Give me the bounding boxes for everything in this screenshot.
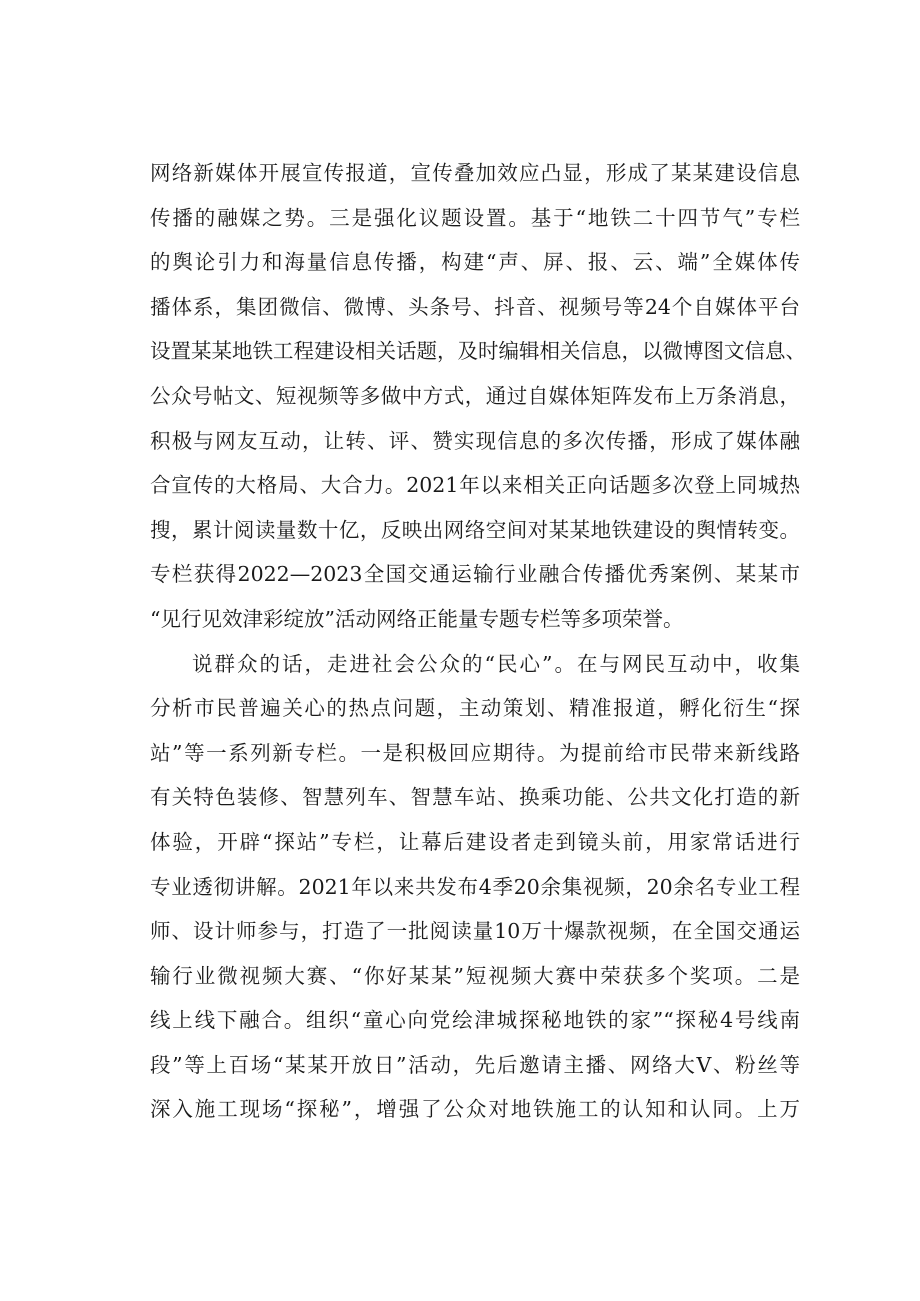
paragraph-line: 专业透彻讲解。2021年以来共发布4季20余集视频，20余名专业工程 [150,874,800,899]
paragraph-line: 公众号帖文、短视频等多做中方式，通过自媒体矩阵发布上万条消息， [150,383,800,408]
document-body [150,151,806,1132]
paragraph-1 [150,151,806,642]
paragraph-line: 播体系，集团微信、微博、头条号、抖音、视频号等24个自媒体平台 [150,294,800,319]
paragraph-line: 网络新媒体开展宣传报道，宣传叠加效应凸显，形成了某某建设信息 [150,161,800,185]
paragraph-line: 师、设计师参与，打造了一批阅读量10万十爆款视频，在全国交通运 [150,919,800,944]
paragraph-line: 的舆论引力和海量信息传播，构建“声、屏、报、云、端”全媒体传 [150,250,800,275]
paragraph-line: 分析市民普遍关心的热点问题，主动策划、精准报道，孵化衍生“探 [150,696,800,721]
paragraph-line: 说群众的话，走进社会公众的“民心”。在与网民互动中，收集 [192,651,800,676]
paragraph-line: “见行见效津彩绽放”活动网络正能量专题专栏等多项荣誉。 [150,606,684,631]
paragraph-line: 积极与网友互动，让转、评、赞实现信息的多次传播，形成了媒体融 [150,428,800,453]
paragraph-line: 段”等上百场“某某开放日”活动，先后邀请主播、网络大V、粉丝等 [150,1052,800,1077]
paragraph-line: 搜，累计阅读量数十亿，反映出网络空间对某某地铁建设的舆情转变。 [150,517,800,542]
paragraph-line: 设置某某地铁工程建设相关话题，及时编辑相关信息，以微博图文信息、 [150,339,806,364]
paragraph-line: 传播的融媒之势。三是强化议题设置。基于“地铁二十四节气”专栏 [150,205,800,230]
paragraph-line: 站”等一系列新专栏。一是积极回应期待。为提前给市民带来新线路 [150,740,800,765]
paragraph-line: 体验，开辟“探站”专栏，让幕后建设者走到镜头前，用家常话进行 [150,829,800,854]
paragraph-line: 有关特色装修、智慧列车、智慧车站、换乘功能、公共文化打造的新 [150,785,800,810]
paragraph-2 [150,642,800,1133]
paragraph-line: 输行业微视频大赛、“你好某某”短视频大赛中荣获多个奖项。二是 [150,963,800,988]
paragraph-line: 线上线下融合。组织“童心向党绘津城探秘地铁的家”“探秘4号线南 [150,1008,800,1033]
paragraph-line: 合宣传的大格局、大合力。2021年以来相关正向话题多次登上同城热 [150,473,800,498]
paragraph-line: 深入施工现场“探秘”，增强了公众对地铁施工的认知和认同。上万 [150,1097,800,1122]
paragraph-line: 专栏获得2022—2023全国交通运输行业融合传播优秀案例、某某市 [150,562,800,587]
